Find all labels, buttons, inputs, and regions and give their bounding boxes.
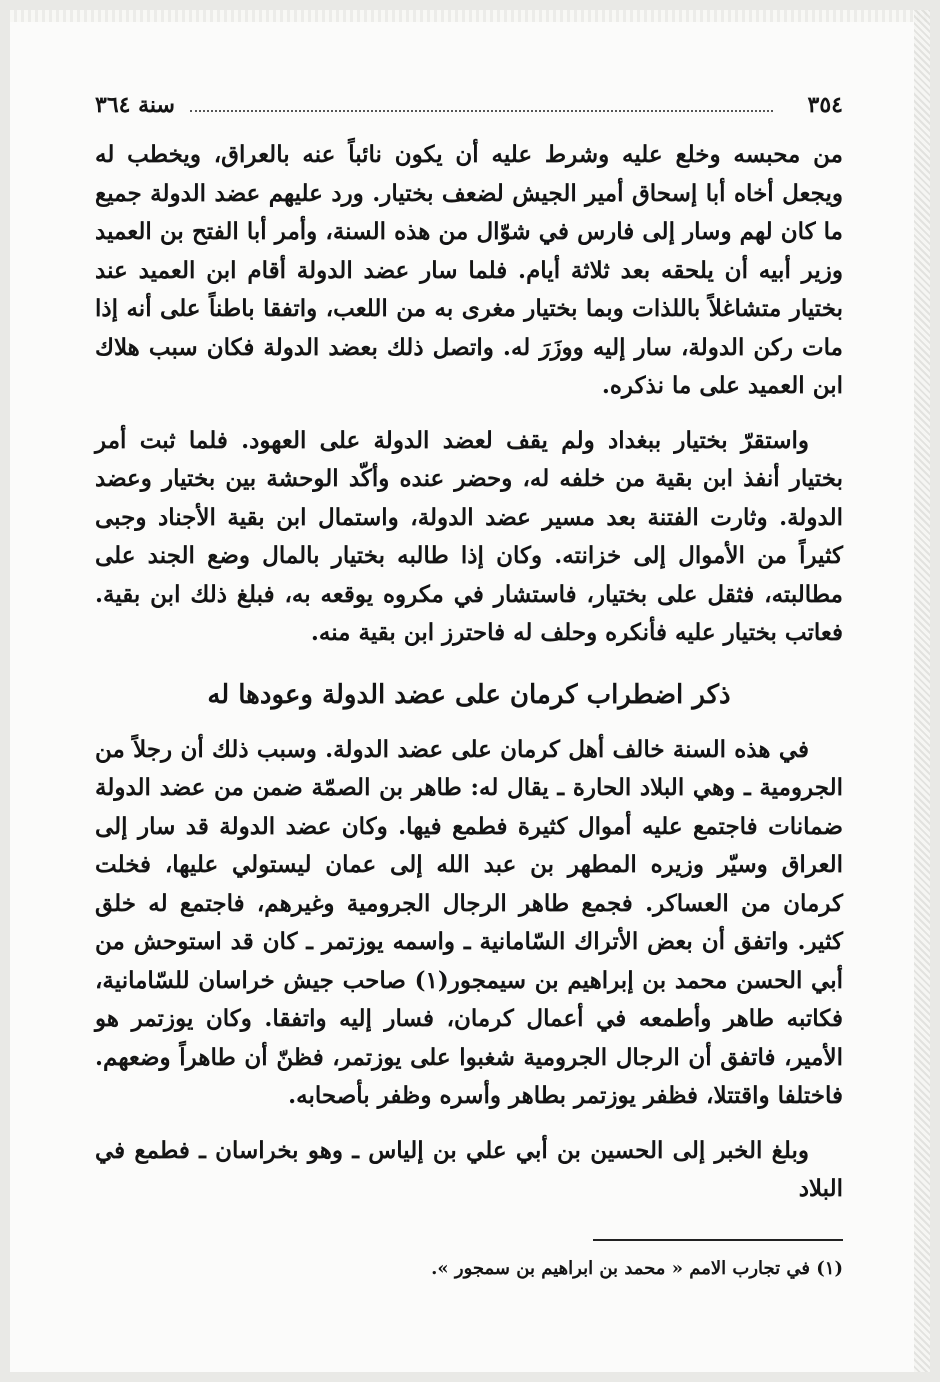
paragraph-continuation: من محبسه وخلع عليه وشرط عليه أن يكون نائباً عنه بالعراق، ويخطب له ويجعل أخاه أبا إسحاق أمير الجيش لضعف بختيار. ورد عليهم عضد الدولة جميع ما كان لهم وسار إلى فارس في شوّال من هذه السنة، وأمر أبا الفتح بن العميد وزير أبيه أن يلحقه بعد ثلاثة أيام. فلما سار عضد الدولة أقام ابن العميد عند بختيار متشاغلاً باللذات وبما بختيار مغرى به من اللعب، واتفقا باطناً على أنه إذا مات ركن الدولة، سار إليه ووزَرَ له. واتصل ذلك بعضد الدولة فكان سبب هلاك ابن العميد على ما نذكره.	[95, 141, 843, 399]
scan-top-edge	[0, 0, 940, 22]
paragraph-news-husayn: وبلغ الخبر إلى الحسين بن أبي علي بن إلياس ـ وهو بخراسان ـ فطمع في البلاد	[95, 1136, 843, 1202]
scan-right-edge	[914, 0, 940, 1382]
book-page	[95, 86, 843, 1326]
running-head-year: سنة ٣٦٤	[95, 92, 175, 118]
paragraph-bakhtiyar-baghdad: واستقرّ بختيار ببغداد ولم يقف لعضد الدولة على العهود. فلما ثبت أمر بختيار أنفذ ابن بقية من خلفه له، وحضر عنده وأكّد الوحشة بين بختيار وعضد الدولة. وثارت الفتنة بعد مسير عضد الدولة، واستمال ابن بقية الأجناد وجبى كثيراً من الأموال إلى خزانته. وكان إذا طالبه بختيار بالمال وضع الجند على مطالبته، فثقل على بختيار، فاستشار في مكروه يوقعه به، فبلغ ذلك ابن بقية. فعاتب بختيار عليه فأنكره وحلف له فاحترز ابن بقية منه.	[95, 426, 843, 646]
section-heading: ذكر اضطراب كرمان على عضد الدولة وعودها له	[207, 679, 731, 710]
footnote: (١) في تجارب الامم « محمد بن ابراهيم بن سمجور ».	[431, 1257, 843, 1279]
page-number: ٣٥٤	[807, 92, 843, 118]
paragraph-kirman-revolt: في هذه السنة خالف أهل كرمان على عضد الدولة. وسبب ذلك أن رجلاً من الجرومية ـ وهي البلاد الحارة ـ يقال له: طاهر بن الصمّة ضمن من عضد الدولة ضمانات فاجتمع عليه أموال كثيرة فطمع فيها. وكان عضد الدولة قد سار إلى العراق وسيّر وزيره المطهر بن عبد الله إلى عمان ليستولي عليها، فخلت كرمان من العساكر. فجمع طاهر الرجال الجرومية وغيرهم، فاجتمع له خلق كثير. واتفق أن بعض الأتراك السّامانية ـ واسمه يوزتمر ـ كان قد استوحش من أبي الحسن محمد بن إبراهيم بن سيمجور(١) صاحب جيش خراسان للسّامانية، فكاتبه طاهر وأطمعه في أعمال كرمان، فسار إليه واتفقا. وكان يوزتمر هو الأمير، فاتفق أن الرجال الجرومية شغبوا على يوزتمر، فظنّ أن طاهراً وضعهم. فاختلفا واقتتلا، فظفر يوزتمر بطاهر وأسره وظفر بأصحابه.	[95, 735, 844, 1109]
footnote-divider	[593, 1239, 843, 1241]
running-head	[95, 86, 843, 126]
header-dotted-leader	[190, 110, 773, 112]
